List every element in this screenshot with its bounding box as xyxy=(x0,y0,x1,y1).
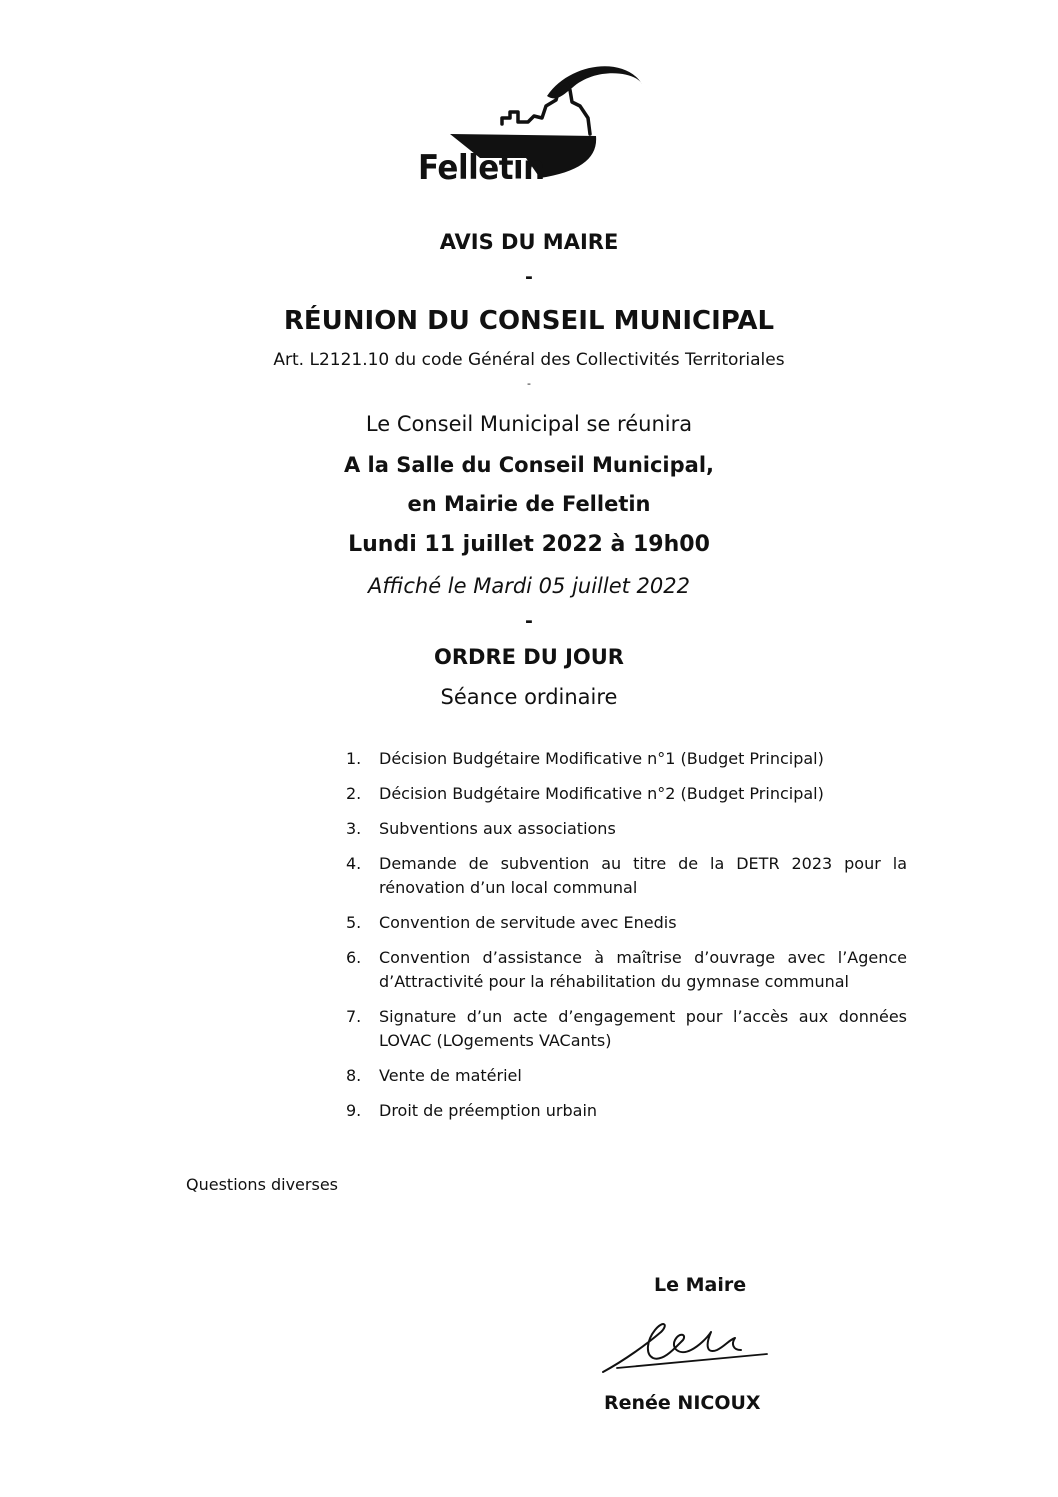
posted-date: Affiché le Mardi 05 juillet 2022 xyxy=(367,574,690,598)
meeting-heading: RÉUNION DU CONSEIL MUNICIPAL xyxy=(283,306,775,336)
misc-questions: Questions diverses xyxy=(186,1175,338,1194)
session-type: Séance ordinaire xyxy=(440,685,618,709)
separator: - xyxy=(527,377,531,390)
agenda-item xyxy=(343,782,907,806)
legal-article: Art. L2121.10 du code Général des Collectivités Territoriales xyxy=(273,350,785,370)
signatory-name: Renée NICOUX xyxy=(604,1392,761,1414)
agenda-item-text: Décision Budgétaire Modificative n°1 (Budget Principal) xyxy=(379,749,824,768)
agenda-item-text: Convention d’assistance à maîtrise d’ouvrage avec l’Agence d’Attractivité pour la réhabilitation du gymnase communal xyxy=(379,948,907,991)
agenda-item-text: Demande de subvention au titre de la DETR 2023 pour la rénovation d’un local communal xyxy=(379,854,907,897)
logo-wordmark: Felletin xyxy=(418,148,545,188)
signature-icon xyxy=(595,1310,780,1385)
agenda-item-text: Droit de préemption urbain xyxy=(379,1101,598,1120)
agenda-item xyxy=(343,1099,907,1123)
agenda-item-number: 7. xyxy=(346,1007,362,1026)
agenda-item-number: 8. xyxy=(346,1066,362,1085)
agenda-item xyxy=(343,1005,907,1053)
agenda-item-number: 3. xyxy=(346,819,362,838)
meeting-location-room: A la Salle du Conseil Municipal, xyxy=(343,453,715,477)
agenda-item-number: 6. xyxy=(346,948,362,967)
agenda-item-number: 4. xyxy=(346,854,362,873)
separator: - xyxy=(525,266,533,288)
agenda-item xyxy=(343,1064,907,1088)
agenda-item xyxy=(343,911,907,935)
agenda-item xyxy=(343,852,907,900)
agenda-item-text: Signature d’un acte d’engagement pour l’accès aux données LOVAC (LOgements VACants) xyxy=(379,1007,907,1050)
meeting-date: Lundi 11 juillet 2022 à 19h00 xyxy=(348,532,710,557)
agenda-title: ORDRE DU JOUR xyxy=(434,645,624,669)
meeting-line: Le Conseil Municipal se réunira xyxy=(365,412,693,436)
separator: - xyxy=(525,610,533,632)
agenda-item-text: Vente de matériel xyxy=(379,1066,522,1085)
agenda-item-number: 2. xyxy=(346,784,362,803)
notice-title: AVIS DU MAIRE xyxy=(439,230,619,254)
signatory-title: Le Maire xyxy=(654,1274,747,1296)
agenda-item-text: Subventions aux associations xyxy=(379,819,616,838)
felletin-logo xyxy=(410,62,645,190)
agenda-item-number: 1. xyxy=(346,749,362,768)
agenda-item-text: Convention de servitude avec Enedis xyxy=(379,913,677,932)
agenda-item xyxy=(343,946,907,994)
agenda-item-number: 5. xyxy=(346,913,362,932)
agenda-item xyxy=(343,747,907,771)
agenda-list xyxy=(343,747,907,1134)
meeting-location-building: en Mairie de Felletin xyxy=(407,492,651,516)
agenda-item-number: 9. xyxy=(346,1101,362,1120)
agenda-item-text: Décision Budgétaire Modificative n°2 (Budget Principal) xyxy=(379,784,824,803)
agenda-item xyxy=(343,817,907,841)
